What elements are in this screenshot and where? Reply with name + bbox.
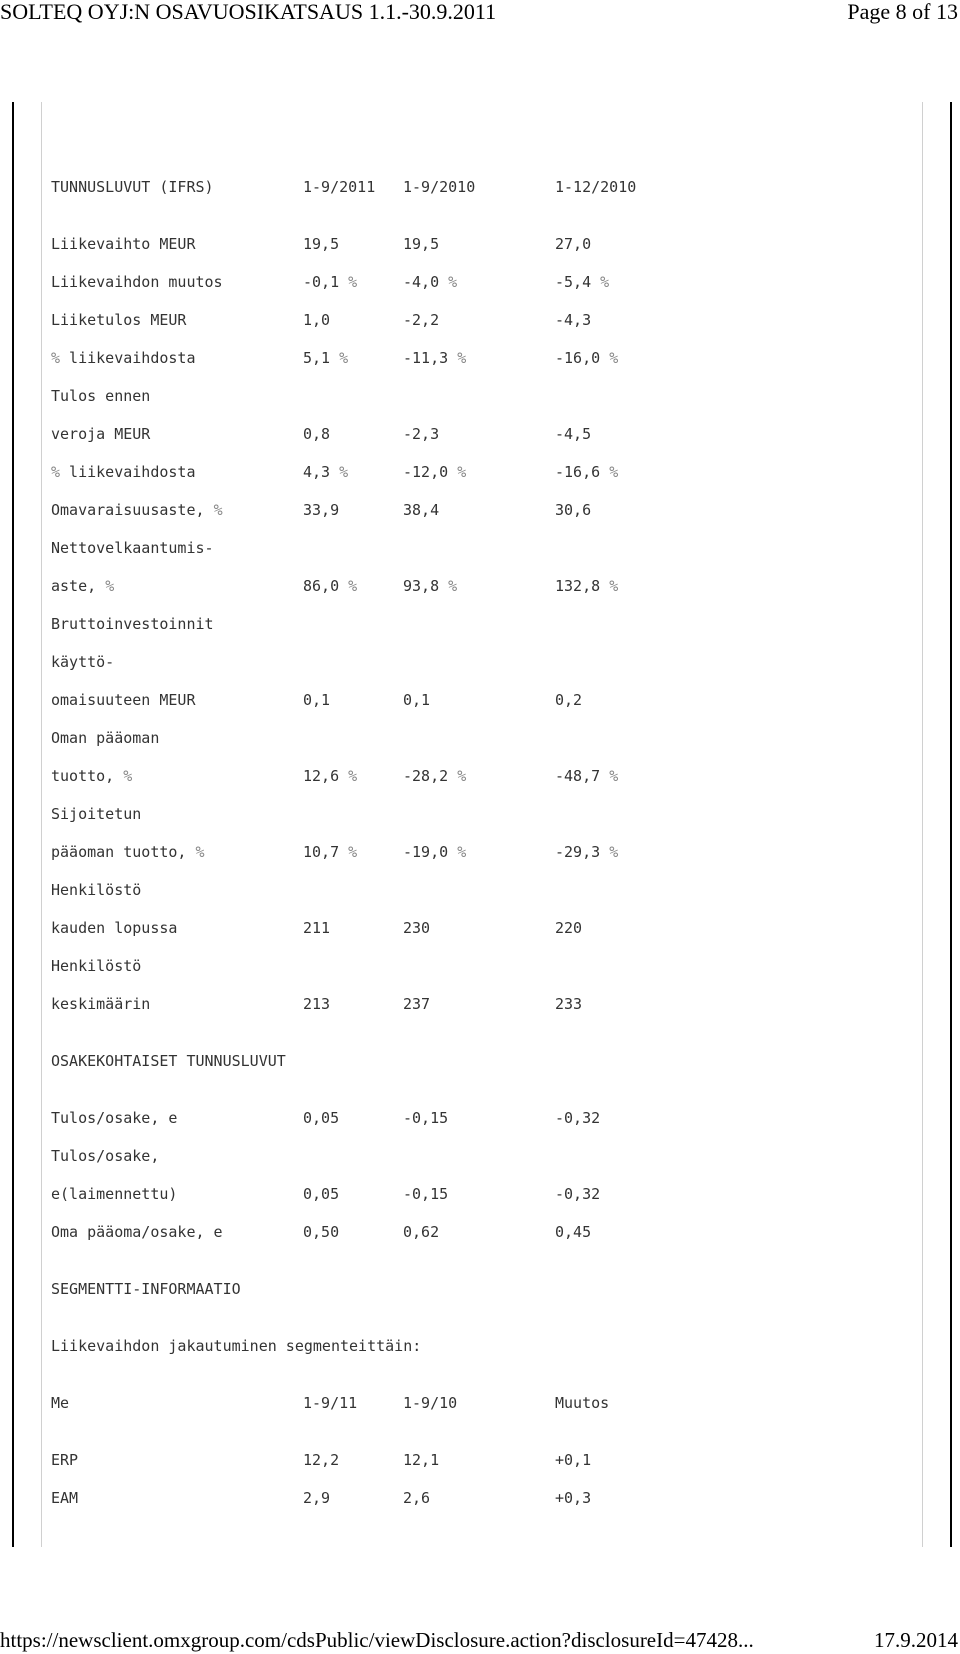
table-row	[51, 273, 911, 311]
row-value: 0,8	[303, 425, 331, 443]
row-value: 0,1	[403, 691, 431, 709]
table-row	[51, 235, 911, 273]
row-value: 12,1	[403, 1451, 440, 1469]
row-value: Muutos	[555, 1394, 610, 1412]
row-value: 0,05	[303, 1109, 340, 1127]
table-row	[51, 1185, 911, 1223]
table-row	[51, 463, 911, 501]
table-row	[51, 805, 911, 843]
row-value: 33,9	[303, 501, 340, 519]
row-value: 0,05	[303, 1185, 340, 1203]
row-label: Bruttoinvestoinnit	[51, 615, 214, 633]
row-value: 4,3 %	[303, 463, 349, 481]
row-value: -0,15	[403, 1185, 449, 1203]
table-row	[51, 1394, 911, 1451]
key-figures-table	[51, 178, 911, 1527]
row-value: 0,45	[555, 1223, 592, 1241]
table-row	[51, 1337, 911, 1394]
row-label: Liikevaihdon muutos	[51, 273, 223, 291]
row-value: +0,1	[555, 1451, 592, 1469]
table-row	[51, 1109, 911, 1147]
row-label: TUNNUSLUVUT (IFRS)	[51, 178, 214, 196]
row-label: Oma pääoma/osake, e	[51, 1223, 223, 1241]
table-row	[51, 1052, 911, 1109]
row-label: EAM	[51, 1489, 79, 1507]
row-value: -2,2	[403, 311, 440, 329]
row-label: Sijoitetun	[51, 805, 142, 823]
table-row	[51, 881, 911, 919]
table-row	[51, 501, 911, 539]
row-value: -48,7 %	[555, 767, 619, 785]
row-value: -5,4 %	[555, 273, 610, 291]
row-value: -4,3	[555, 311, 592, 329]
row-label: tuotto, %	[51, 767, 133, 785]
row-value: -0,32	[555, 1185, 601, 1203]
table-row	[51, 995, 911, 1052]
row-label: Liiketulos MEUR	[51, 311, 187, 329]
source-url: https://newsclient.omxgroup.com/cdsPublic/viewDisclosure.action?disclosureId=47428...	[0, 1628, 754, 1652]
row-label: omaisuuteen MEUR	[51, 691, 196, 709]
row-value: 233	[555, 995, 583, 1013]
row-value: 213	[303, 995, 331, 1013]
row-value: 27,0	[555, 235, 592, 253]
page-header	[0, 0, 960, 28]
row-label: e(laimennettu)	[51, 1185, 178, 1203]
table-row	[51, 729, 911, 767]
table-row	[51, 1147, 911, 1185]
row-value: 220	[555, 919, 583, 937]
row-value: 0,50	[303, 1223, 340, 1241]
row-label: Tulos ennen	[51, 387, 151, 405]
row-value: 0,2	[555, 691, 583, 709]
row-label: aste, %	[51, 577, 115, 595]
row-label: Henkilöstö	[51, 881, 142, 899]
row-label: % liikevaihdosta	[51, 463, 196, 481]
row-value: -0,32	[555, 1109, 601, 1127]
table-row	[51, 1489, 911, 1527]
row-label: Tulos/osake,	[51, 1147, 160, 1165]
row-value: 12,6 %	[303, 767, 358, 785]
table-row	[51, 178, 911, 235]
row-value: 93,8 %	[403, 577, 458, 595]
table-row	[51, 957, 911, 995]
table-row	[51, 691, 911, 729]
row-value: -29,3 %	[555, 843, 619, 861]
row-value: 1,0	[303, 311, 331, 329]
row-value: -12,0 %	[403, 463, 467, 481]
row-value: 30,6	[555, 501, 592, 519]
row-label: Tulos/osake, e	[51, 1109, 178, 1127]
table-row	[51, 843, 911, 881]
row-label: keskimäärin	[51, 995, 151, 1013]
table-row	[51, 767, 911, 805]
row-value: 19,5	[403, 235, 440, 253]
row-value: 2,9	[303, 1489, 331, 1507]
row-value: 19,5	[303, 235, 340, 253]
row-value: -0,15	[403, 1109, 449, 1127]
table-row	[51, 919, 911, 957]
table-row	[51, 1223, 911, 1280]
row-label: SEGMENTTI-INFORMAATIO	[51, 1280, 241, 1298]
table-row	[51, 539, 911, 577]
row-label: OSAKEKOHTAISET TUNNUSLUVUT	[51, 1052, 286, 1070]
row-value: -16,0 %	[555, 349, 619, 367]
row-value: 1-9/2011	[303, 178, 376, 196]
row-value: -4,0 %	[403, 273, 458, 291]
row-value: 10,7 %	[303, 843, 358, 861]
row-value: 12,2	[303, 1451, 340, 1469]
row-value: -4,5	[555, 425, 592, 443]
table-row	[51, 653, 911, 691]
row-label: Oman pääoman	[51, 729, 160, 747]
row-label: käyttö-	[51, 653, 115, 671]
table-row	[51, 349, 911, 387]
row-label: Me	[51, 1394, 70, 1412]
row-value: 0,1	[303, 691, 331, 709]
row-value: 1-9/11	[303, 1394, 358, 1412]
table-row	[51, 615, 911, 653]
row-label: Omavaraisuusaste, %	[51, 501, 223, 519]
row-value: -28,2 %	[403, 767, 467, 785]
row-value: -0,1 %	[303, 273, 358, 291]
page-footer	[0, 1628, 960, 1654]
row-value: 86,0 %	[303, 577, 358, 595]
row-value: 38,4	[403, 501, 440, 519]
row-value: 1-12/2010	[555, 178, 637, 196]
row-label: Liikevaihdon jakautuminen segmenteittäin:	[51, 1337, 422, 1355]
row-label: % liikevaihdosta	[51, 349, 196, 367]
row-value: -16,6 %	[555, 463, 619, 481]
row-value: 132,8 %	[555, 577, 619, 595]
row-value: 5,1 %	[303, 349, 349, 367]
row-value: -2,3	[403, 425, 440, 443]
row-label: pääoman tuotto, %	[51, 843, 205, 861]
table-row	[51, 425, 911, 463]
row-label: ERP	[51, 1451, 79, 1469]
row-value: 211	[303, 919, 331, 937]
row-value: +0,3	[555, 1489, 592, 1507]
row-label: Henkilöstö	[51, 957, 142, 975]
row-value: 1-9/10	[403, 1394, 458, 1412]
row-value: -11,3 %	[403, 349, 467, 367]
row-value: -19,0 %	[403, 843, 467, 861]
print-date: 17.9.2014	[874, 1628, 958, 1652]
table-row	[51, 1280, 911, 1337]
row-label: Nettovelkaantumis-	[51, 539, 214, 557]
table-row	[51, 311, 911, 349]
row-value: 230	[403, 919, 431, 937]
row-value: 2,6	[403, 1489, 431, 1507]
row-value: 0,62	[403, 1223, 440, 1241]
page-number: Page 8 of 13	[847, 0, 958, 24]
row-label: veroja MEUR	[51, 425, 151, 443]
row-value: 237	[403, 995, 431, 1013]
row-value: 1-9/2010	[403, 178, 476, 196]
table-row	[51, 1451, 911, 1489]
table-row	[51, 387, 911, 425]
document-title: SOLTEQ OYJ:N OSAVUOSIKATSAUS 1.1.-30.9.2011	[0, 0, 497, 24]
row-label: Liikevaihto MEUR	[51, 235, 196, 253]
row-label: kauden lopussa	[51, 919, 178, 937]
table-row	[51, 577, 911, 615]
